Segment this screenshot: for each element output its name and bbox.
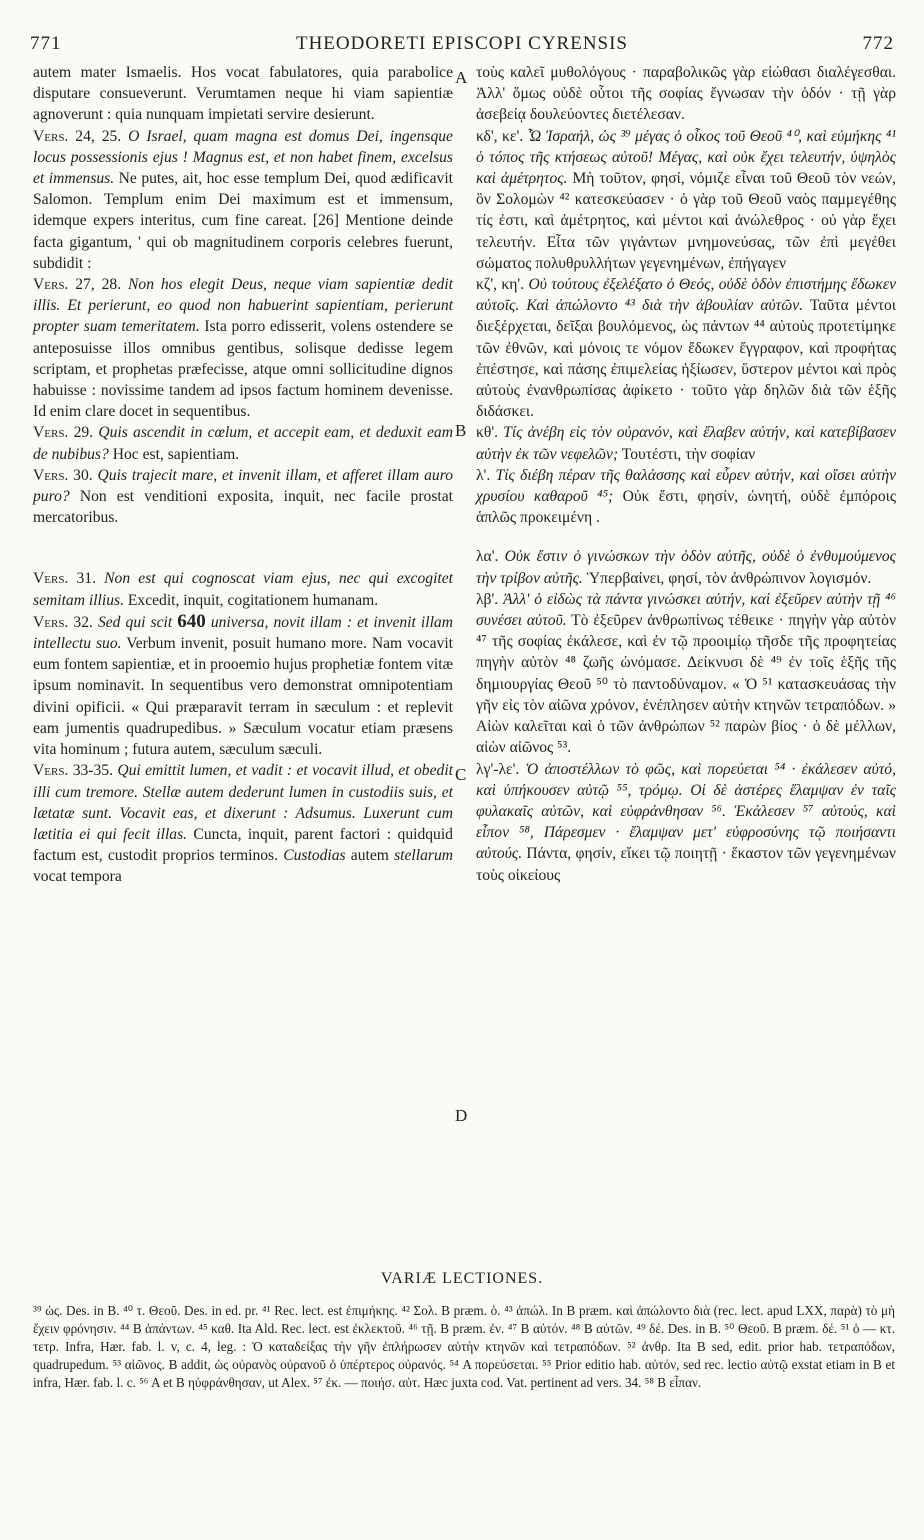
verse-label: λβ'.: [476, 590, 499, 608]
greek-verse-24-25: [476, 126, 896, 274]
column-gap: [33, 528, 453, 568]
commentary-text: Cuncta, inquit, parent factori : quidquid factum est, custodit proprios terminos.: [33, 825, 453, 865]
greek-verse-31: [476, 546, 896, 588]
verse-label: Vers. 30.: [33, 466, 93, 484]
verse-quote: Sed qui scit: [97, 613, 173, 631]
commentary-text: autem: [350, 847, 389, 865]
commentary-text: Τουτέστι, τὴν σοφίαν: [621, 445, 756, 463]
greek-verse-27-28: [476, 274, 896, 422]
verse-quote: Qui emittit lumen, et vadit : et vocavit illud, et obedit illi cum tremore. Stellæ autem dederunt lumen in custodiis suis, et lætatæ sunt. Vocavit eas, et dixerunt : Adsumus. Luxerunt cum lætitia ei qui fecit illas.: [33, 762, 453, 843]
verse-quote: Ὁ ἀποστέλλων τὸ φῶς, καὶ πορεύεται ⁵⁴ · ἐκάλεσεν αὐτό, καὶ ὑπήκουσεν αὐτῷ ⁵⁵, τρόμῳ. Οἱ δὲ ἀστέρες ἔλαμψαν ἐν ταῖς φυλακαῖς αὐτῶν, καὶ εὐφράνθησαν ⁵⁶. Ἐκάλεσεν ⁵⁷ αὐτούς, καὶ εἶπον ⁵⁸, Πάρεσμεν · ἔλαμψαν μετ' εὐφροσύνης τῷ ποιήσαντι αὐτούς.: [476, 760, 896, 863]
verse-label: λα'.: [476, 548, 499, 566]
greek-verse-32: [476, 589, 896, 759]
commentary-text: vocat tempora: [33, 868, 122, 886]
greek-verse-29: [476, 422, 896, 464]
commentary-text: Ταῦτα μέντοι διεξέρχεται, δεῖξαι βουλόμενος, ὡς πάντων ⁴⁴ αὐτοὺς προτετίμηκε τῶν ἐθνῶν, καὶ μόνοις τε νόμον ἔδωκεν ἔγγραφον, καὶ προφήτας ἐπέστησε, καὶ πάσης ἐπιμελείας ἠξίωσεν, ὕστερον μέντοι καὶ πρὸς αὐτοὺς ἐνανθρωπίσας ἀφίκετο · τοῦτο γὰρ δηλῶν διὰ τῶν ἑξῆς διδάσκει.: [476, 297, 896, 421]
verse-label: Vers. 24, 25.: [33, 127, 122, 145]
verse-label: λ'.: [476, 466, 491, 484]
commentary-text: Ὑπερβαίνει, φησί, τὸν ἀνθρώπινον λογισμόν.: [586, 569, 872, 587]
commentary-text: Hoc est, sapientiam.: [112, 445, 240, 463]
verse-quote: Custodias: [283, 847, 346, 865]
commentary-text: Ne putes, ait, hoc esse templum Dei, quod ædificavit Salomon. Templum enim Dei maximum est et immensum, idemque expers interitus, cum fine careat. [26] Mentione deinde facta gigantum, ' qui ob magnitudinem corporis celebres fuerunt, subdidit :: [33, 170, 453, 272]
commentary-text: Τὸ ἐξεῦρεν ἀνθρωπίνως τέθεικε · πηγὴν γὰρ αὐτὸν ⁴⁷ τῆς σοφίας ἐκάλεσε, καὶ ἐν τῷ προοιμίῳ τῆσδε τῆς προφητείας πηγὴν αὐτὸν ⁴⁸ ζωῆς ὠνόμασε. Δείκνυσι δὲ ⁴⁹ ἐν τοῖς ἑξῆς τῆς δημιουργίας Θεοῦ ⁵⁰ τὸ παντοδύναμον. « Ὁ ⁵¹ κατασκευάσας τὴν γῆν εἰς τὸν αἰῶνα χρόνον, ἐνέπλησεν αὐτὴν κτηνῶν τετραπόδων. » Αἰὼν καλεῖται καὶ ὁ τῶν ἀνθρώπων ⁵² παρὼν βίος · ὁ δὲ μέλλων, αἰὼν αἰῶνος ⁵³.: [476, 612, 896, 757]
latin-verse-33-35: [33, 760, 453, 887]
section-marker-d: D: [455, 1106, 468, 1125]
latin-verse-31: [33, 568, 453, 610]
verse-label: κθ'.: [476, 424, 499, 442]
latin-text: autem mater Ismaelis. Hos vocat fabulatores, quia parabolice disputare consueverunt. Verumtamen neque hi viam sapientiæ agnoverunt : quia nunquam impietati servire desierunt.: [33, 64, 453, 124]
latin-verse-27-28: [33, 274, 453, 422]
column-gap: [476, 528, 896, 546]
verse-label: Vers. 29.: [33, 424, 94, 442]
greek-text: τοὺς καλεῖ μυθολόγους · παραβολικῶς γὰρ εἰώθασι διαλέγεσθαι. Ἀλλ' ὅμως οὐδὲ οὗτοι τῆς σοφίας ἔγνωσαν τὴν ὁδόν · τῇ γὰρ ἀσεβείᾳ δουλεύοντες διετέλεσαν.: [476, 64, 896, 124]
page-number-left: 771: [30, 33, 62, 54]
commentary-text: Excedit, inquit, cogitationem humanam.: [127, 591, 379, 609]
verse-quote: Τίς διέβη πέραν τῆς θαλάσσης καὶ εὗρεν αὐτήν, καὶ οἴσει αὐτὴν χρυσίου καθαροῦ ⁴⁵;: [476, 466, 896, 506]
section-marker-b: B: [455, 421, 467, 440]
verse-quote: Quis ascendit in cœlum, et accepit eam, et deduxit eam de nubibus?: [33, 424, 453, 463]
verse-quote: Ἀλλ' ὁ εἰδὼς τὰ πάντα γινώσκει αὐτήν, καὶ ἐξεῦρεν αὐτὴν τῇ ⁴⁶ συνέσει αὐτοῦ.: [476, 590, 896, 630]
verse-label: Vers. 32.: [33, 613, 93, 631]
section-marker-c: C: [455, 765, 467, 784]
latin-verse-29: [33, 422, 453, 464]
greek-paragraph-1: [476, 62, 896, 126]
latin-verse-30: [33, 465, 453, 529]
verse-quote: stellarum: [394, 847, 454, 865]
original-page-number: 640: [177, 610, 206, 632]
verse-quote: Non hos elegit Deus, neque viam sapientiæ dedit illis. Et perierunt, eo quod non habuerint sapientiam, perierunt propter suam temeritatem.: [33, 276, 453, 336]
verse-label: Vers. 31.: [33, 570, 96, 588]
commentary-text: Ista porro edisserit, volens ostendere se anteposuisse illos omnibus gentibus, solisque dedisse legem scriptam, et prophetas præfecisse, atque omni sollicitudine dignos habuisse : novissime tandem ad ipsos factum hominem devenisse. Id enim clare docet in sequentibus.: [33, 318, 453, 421]
running-header: [30, 33, 894, 57]
commentary-text: Οὐκ ἔστι, φησίν, ὠνητή, οὐδὲ ἐμπόροις ἁπλῶς προκειμένη .: [476, 488, 896, 527]
verse-quote: Ὦ Ἰσραήλ, ὡς ³⁹ μέγας ὁ οἶκος τοῦ Θεοῦ ⁴⁰, καὶ εὐμήκης ⁴¹ ὁ τόπος τῆς κτήσεως αὐτοῦ! Μέγας, καὶ οὐκ ἔχει τελευτήν, ὑψηλὸς καὶ ἀμέτρητος.: [476, 127, 896, 188]
commentary-text: Non est venditioni exposita, inquit, nec facile prostat mercatoribus.: [33, 488, 453, 527]
verse-quote: universa, novit illam : et invenit illam intellectu suo.: [33, 613, 453, 653]
greek-column: [476, 62, 896, 886]
verse-quote: Non est qui cognoscat viam ejus, nec qui excogitet semitam illius.: [33, 570, 453, 609]
latin-verse-32: [33, 611, 453, 760]
running-title: THEODORETI EPISCOPI CYRENSIS: [295, 33, 629, 54]
verse-quote: Οὐκ ἔστιν ὁ γινώσκων τὴν ὁδὸν αὐτῆς, οὐδὲ ὁ ἐνθυμούμενος τὴν τρίβον αὐτῆς.: [476, 548, 896, 587]
verse-quote: Quis trajecit mare, et invenit illam, et afferet illam auro puro?: [33, 466, 453, 506]
latin-paragraph-1: [33, 62, 453, 126]
section-marker-a: A: [455, 68, 468, 87]
verse-label: κδ', κε'.: [476, 127, 524, 145]
verse-label: Vers. 33-35.: [33, 762, 113, 780]
latin-verse-24-25: [33, 126, 453, 274]
variae-lectiones-title: VARIÆ LECTIONES.: [380, 1270, 544, 1287]
verse-label: λγ'-λε'.: [476, 760, 520, 778]
variae-lectiones-notes: ³⁹ ὡς. Des. in B. ⁴⁰ τ. Θεοῦ. Des. in ed. pr. ⁴¹ Rec. lect. est ἐπιμήκης. ⁴² Σολ. B præm. ὁ. ⁴³ ἀπώλ. In B præm. καὶ ἀπώλοντο διὰ (rec. lect. apud LXX, παρὰ) τὸ μὴ ἔχειν φρόνησιν. ⁴⁴ B ἁπάντων. ⁴⁵ καθ. Ita Ald. Rec. lect. est ἐκλεκτοῦ. ⁴⁶ τῇ. B præm. ἐν. ⁴⁷ B αὐτόν. ⁴⁸ B αὐτῶν. ⁴⁹ δέ. Des. in B. ⁵⁰ Θεοῦ. B præm. δέ. ⁵¹ ὁ — κτ. τετρ. Infra, Hær. fab. l. v, c. 4, leg. : Ὁ καταδείξας τὴν γῆν ἐπλήρωσεν αὐτὴν κτηνῶν καὶ τετραπόδων. ⁵² ἀνθρ. Ita B sed, edit. prior hab. τετραπόδων, quadrupedum. ⁵³ αἰῶνος. B addit, ὡς οὐρανὸς οὐρανοῦ ὁ ὑπέρτερος οὐρανός. ⁵⁴ A πορεύσεται. ⁵⁵ Prior editio hab. αὐτόν, sed rec. lectio αὐτῷ exstat etiam in B et infra, Hær. fab. l. c. ⁵⁶ A et B ηὐφράνθησαν, ut Alex. ⁵⁷ ἐκ. — ποιήσ. αὐτ. Hæc juxta cod. Vat. pertinent ad vers. 34. ⁵⁸ B εἶπαν.: [33, 1303, 895, 1390]
verse-quote: Οὐ τούτους ἐξελέξατο ὁ Θεός, οὐδὲ ὁδὸν ἐπιστήμης ἔδωκεν αὐτοῖς. Καὶ ἀπώλοντο ⁴³ διὰ τὴν ἀβουλίαν αὐτῶν.: [476, 276, 896, 315]
latin-column: [33, 62, 453, 888]
commentary-text: Verbum invenit, posuit humano more. Nam vocavit eum fontem sapientiæ, et in prooemio hujus prophetiæ fontem vitæ ipsum nominavit. In sequentibus vero demonstrat omnipotentiam divini opificii. « Qui præparavit terram in sæculum : et replevit eam jumentis quadrupedibus. » Sæculum vocatur etiam præsens vita hominum ; futura autem, sæculum sæculi.: [33, 635, 453, 759]
greek-verse-30: [476, 465, 896, 529]
verse-label: κζ', κη'.: [476, 276, 525, 294]
verse-label: Vers. 27, 28.: [33, 276, 122, 294]
verse-quote: O Israel, quam magna est domus Dei, ingensque locus possessionis ejus ! Magnus est, et non habet finem, excelsus et immensus.: [33, 127, 453, 188]
commentary-text: Πάντα, φησίν, εἴκει τῷ ποιητῇ · ἕκαστον τῶν γεγενημένων τοὺς οἰκείους: [476, 845, 896, 884]
page-number-right: 772: [862, 33, 894, 54]
commentary-text: Μὴ τοῦτον, φησί, νόμιζε εἶναι τοῦ Θεοῦ τὸν νεών, ὃν Σολομὼν ⁴² κατεσκεύασεν · ὁ γὰρ τοῦ Θεοῦ ναὸς παμμεγέθης τίς ἐστι, καὶ ἀμέτρητος, καὶ μέντοι καὶ ἀνώλεθρος · οὐ γὰρ ἔχει τελευτήν. Εἶτα τῶν γιγάντων μνημονεύσας, τῶν ἐπὶ μεγέθει σώματος πολυθρυλλήτων γεγενημένων, ἐπήγαγεν: [476, 170, 896, 272]
verse-quote: Τίς ἀνέβη εἰς τὸν οὐρανόν, καὶ ἔλαβεν αὐτήν, καὶ κατεβίβασεν αὐτὴν ἐκ τῶν νεφελῶν;: [476, 424, 896, 463]
greek-verse-33-35: [476, 759, 896, 886]
